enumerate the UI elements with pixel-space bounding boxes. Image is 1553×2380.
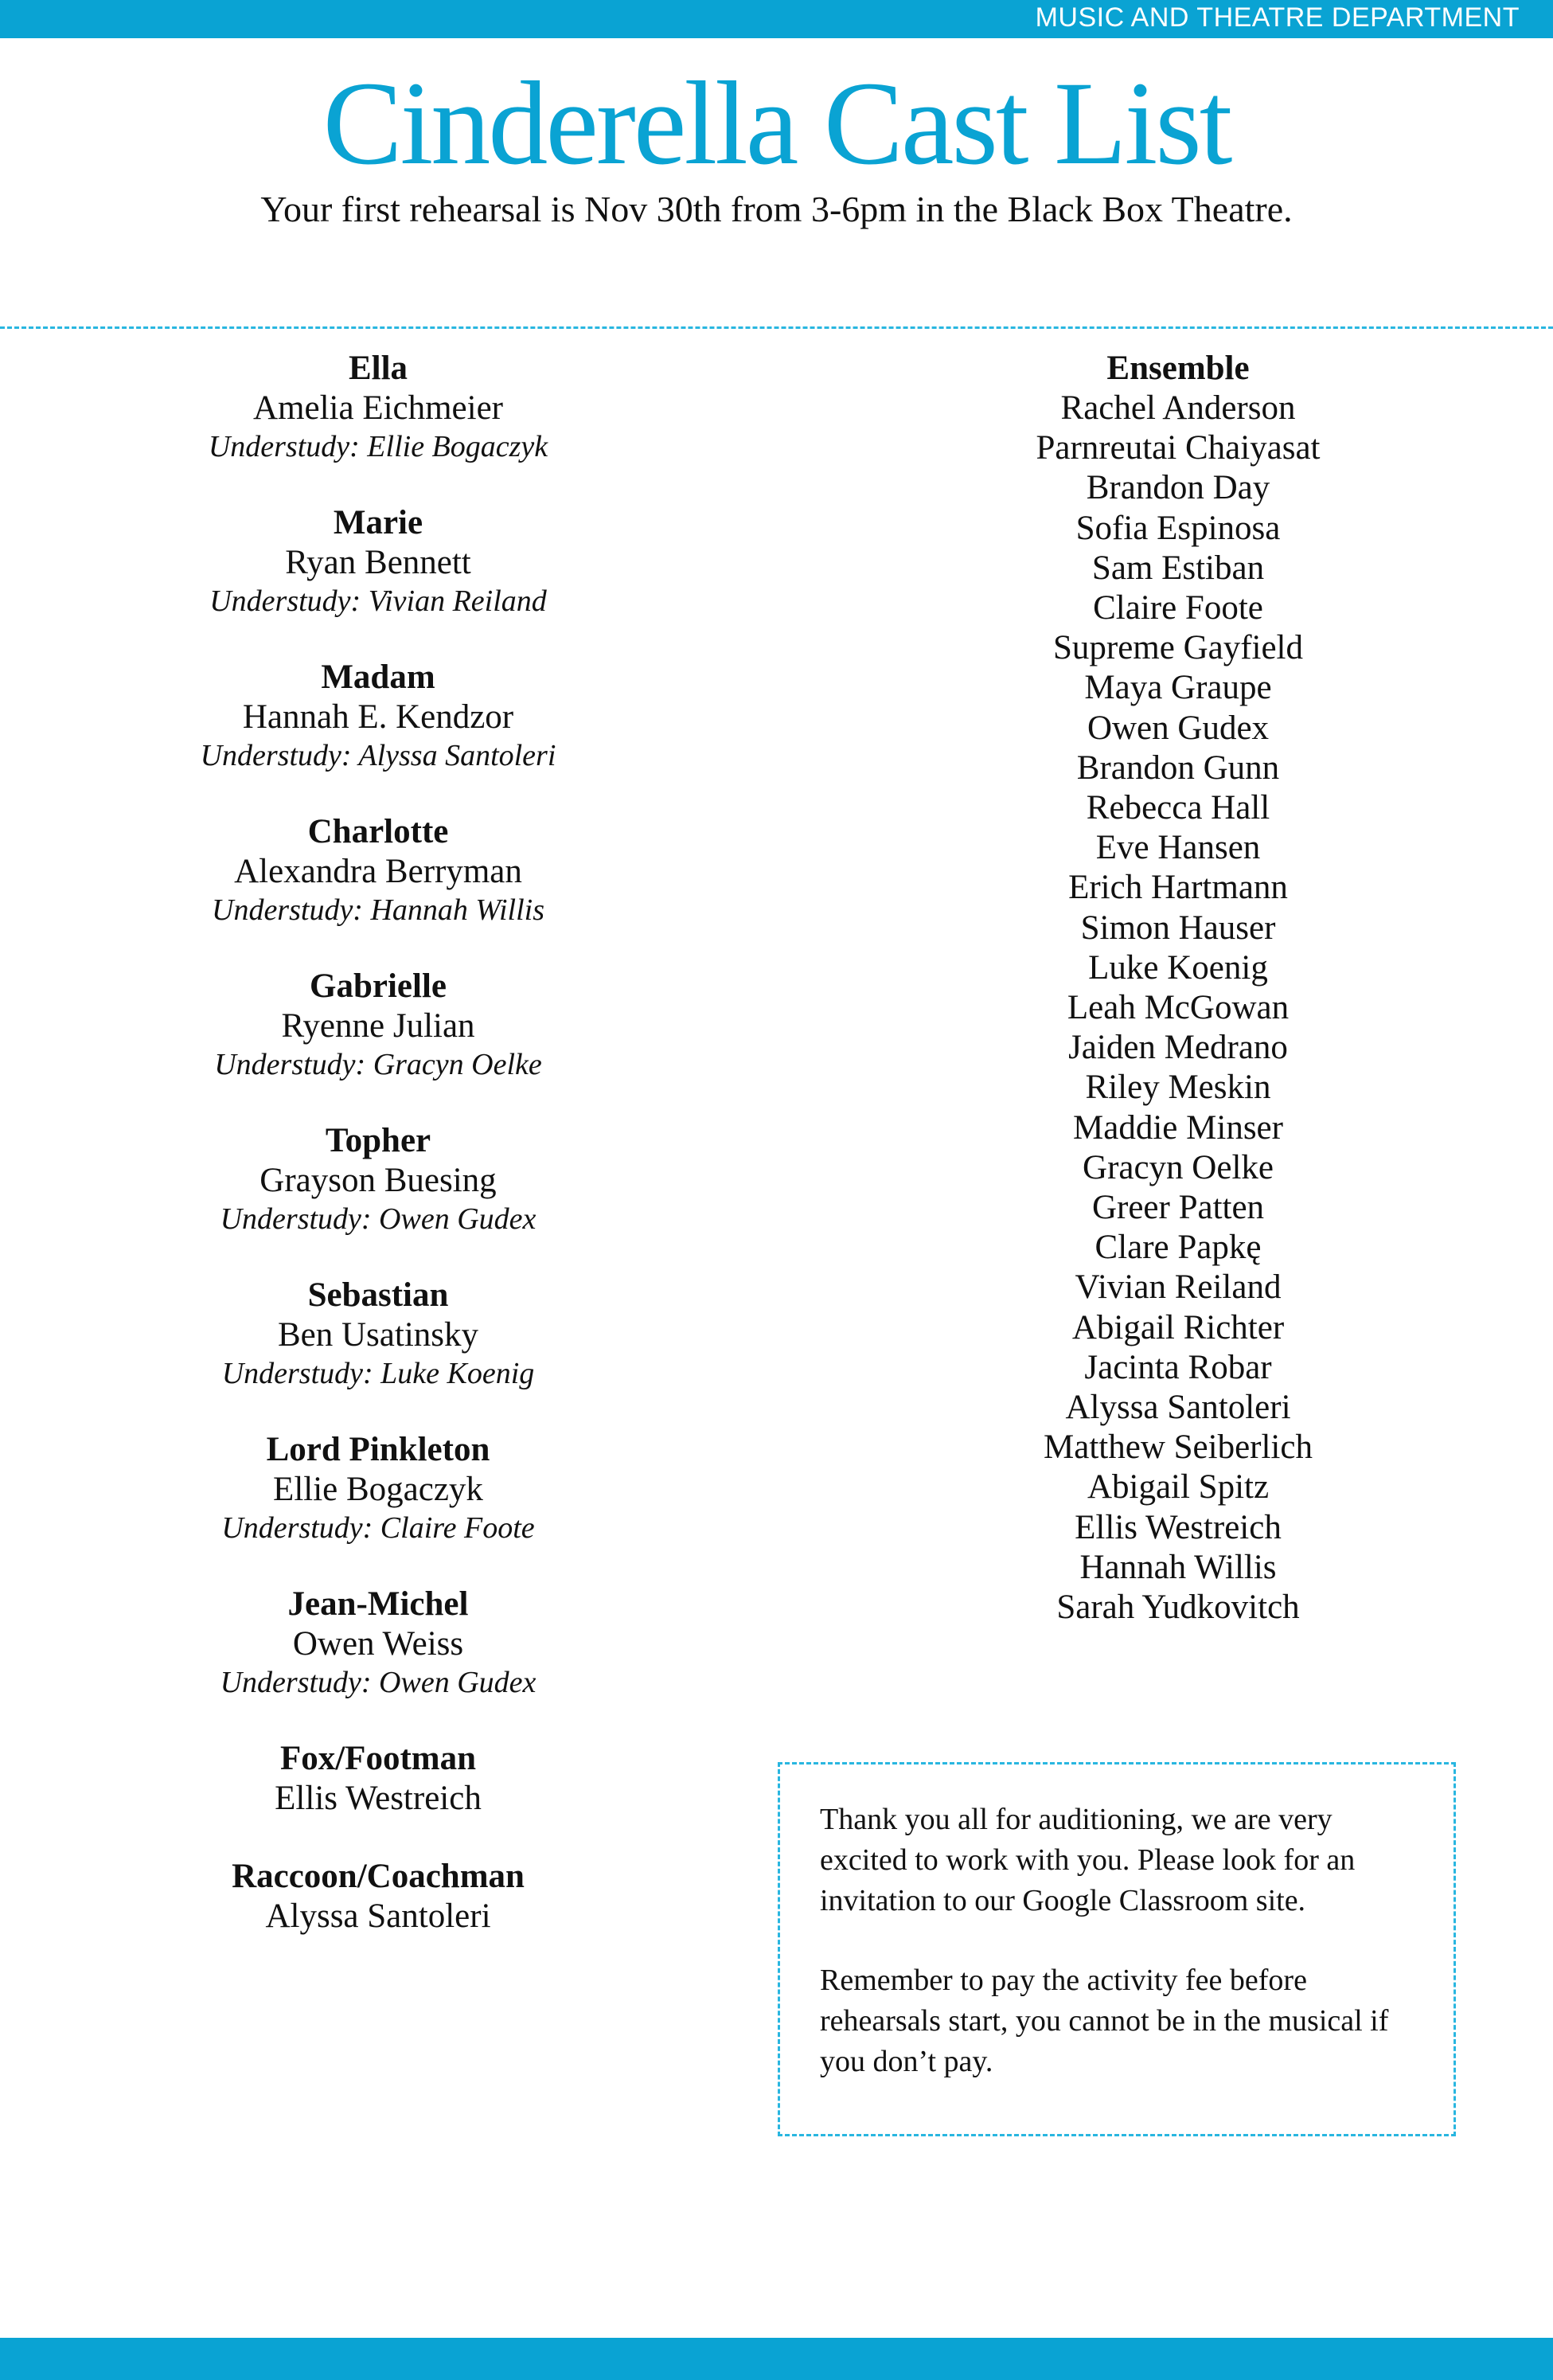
understudy-name: Understudy: Luke Koenig <box>221 1357 535 1390</box>
role-name: Lord Pinkleton <box>266 1431 490 1468</box>
actor-name: Ellis Westreich <box>275 1780 482 1817</box>
page-title: Cinderella Cast List <box>322 57 1231 190</box>
actor-name: Ryenne Julian <box>281 1007 475 1045</box>
list-item: Alyssa Santoleri <box>1065 1389 1291 1427</box>
list-item: Supreme Gayfield <box>1052 629 1304 667</box>
list-item: Clare Papkę <box>1095 1229 1262 1267</box>
notice-box <box>778 1762 1456 2136</box>
notice-paragraph-thanks: Thank you all for auditioning, we are very excited to work with you. Please look for an invitation to our Google Classroom site. <box>820 1803 1356 1917</box>
role-name: Sebastian <box>307 1276 449 1314</box>
list-item: Gracyn Oelke <box>1083 1148 1274 1186</box>
understudy-name: Understudy: Owen Gudex <box>220 1202 537 1236</box>
understudy-name: Understudy: Ellie Bogaczyk <box>208 430 548 463</box>
list-item: Maya Graupe <box>1084 669 1272 707</box>
actor-name: Grayson Buesing <box>259 1162 497 1199</box>
bottom-banner <box>0 2338 1553 2380</box>
list-item: Abigail Spitz <box>1087 1468 1270 1507</box>
ensemble-column <box>848 349 1508 1628</box>
role-entry <box>48 812 708 928</box>
list-item: Maddie Minser <box>1073 1108 1283 1147</box>
top-banner <box>0 0 1553 38</box>
list-item: Riley Meskin <box>1085 1069 1271 1107</box>
list-item: Simon Hauser <box>1080 909 1276 947</box>
list-item: Jaiden Medrano <box>1068 1029 1288 1067</box>
role-entry <box>48 1585 708 1701</box>
list-item: Leah McGowan <box>1067 989 1290 1027</box>
role-entry <box>48 1121 708 1237</box>
actor-name: Amelia Eichmeier <box>253 389 503 427</box>
actor-name: Alexandra Berryman <box>234 853 522 890</box>
ensemble-heading: Ensemble <box>1106 350 1250 387</box>
list-item: Jacinta Robar <box>1084 1348 1272 1386</box>
actor-name: Ben Usatinsky <box>277 1316 479 1354</box>
role-entry <box>48 1857 708 1936</box>
list-item: Sofia Espinosa <box>1075 509 1281 547</box>
actor-name: Ryan Bennett <box>285 544 471 581</box>
list-item: Eve Hansen <box>1095 829 1261 867</box>
role-entry <box>48 503 708 619</box>
actor-name: Hannah E. Kendzor <box>242 698 514 736</box>
role-name: Madam <box>321 659 435 696</box>
role-name: Raccoon/Coachman <box>232 1858 525 1895</box>
list-item: Rebecca Hall <box>1086 789 1270 827</box>
role-name: Charlotte <box>307 813 449 850</box>
role-entry <box>48 1430 708 1546</box>
list-item: Owen Gudex <box>1087 709 1270 747</box>
understudy-name: Understudy: Alyssa Santoleri <box>200 739 556 772</box>
list-item: Sam Estiban <box>1091 549 1265 587</box>
role-name: Gabrielle <box>310 967 447 1005</box>
department-label: MUSIC AND THEATRE DEPARTMENT <box>1035 2 1520 33</box>
list-item: Rachel Anderson <box>1060 389 1296 427</box>
list-item: Parnreutai Chaiyasat <box>1036 429 1321 467</box>
list-item: Ellis Westreich <box>1075 1508 1282 1546</box>
role-name: Fox/Footman <box>279 1740 477 1777</box>
role-entry <box>48 1276 708 1392</box>
list-item: Luke Koenig <box>1088 948 1268 987</box>
list-item: Brandon Gunn <box>1076 748 1280 787</box>
role-name: Jean-Michel <box>287 1585 469 1623</box>
list-item: Hannah Willis <box>1079 1548 1277 1586</box>
ensemble-list <box>848 389 1508 1628</box>
understudy-name: Understudy: Gracyn Oelke <box>214 1048 542 1081</box>
actor-name: Owen Weiss <box>292 1625 464 1663</box>
role-entry <box>48 658 708 774</box>
rehearsal-info: Your first rehearsal is Nov 30th from 3-6pm in the Black Box Theatre. <box>260 189 1293 229</box>
role-entry <box>48 967 708 1083</box>
list-item: Brandon Day <box>1086 469 1270 507</box>
section-divider <box>0 326 1553 329</box>
role-name: Marie <box>333 504 423 541</box>
understudy-name: Understudy: Vivian Reiland <box>209 584 547 618</box>
list-item: Matthew Seiberlich <box>1044 1428 1313 1467</box>
list-item: Sarah Yudkovitch <box>1056 1589 1300 1627</box>
role-name: Ella <box>348 350 408 387</box>
actor-name: Ellie Bogaczyk <box>273 1471 483 1508</box>
list-item: Abigail Richter <box>1071 1308 1285 1346</box>
principal-roles-column <box>48 349 708 1975</box>
list-item: Vivian Reiland <box>1075 1268 1282 1307</box>
understudy-name: Understudy: Claire Foote <box>221 1511 535 1545</box>
list-item: Greer Patten <box>1091 1189 1265 1227</box>
list-item: Erich Hartmann <box>1068 869 1288 907</box>
notice-paragraph-fee: Remember to pay the activity fee before rehearsals start, you cannot be in the musical if you don’t pay. <box>820 1964 1389 2078</box>
understudy-name: Understudy: Owen Gudex <box>220 1666 537 1699</box>
role-entry <box>48 349 708 465</box>
understudy-name: Understudy: Hannah Willis <box>212 893 544 927</box>
actor-name: Alyssa Santoleri <box>265 1897 491 1935</box>
role-entry <box>48 1739 708 1819</box>
role-name: Topher <box>325 1122 431 1159</box>
list-item: Claire Foote <box>1093 589 1263 627</box>
